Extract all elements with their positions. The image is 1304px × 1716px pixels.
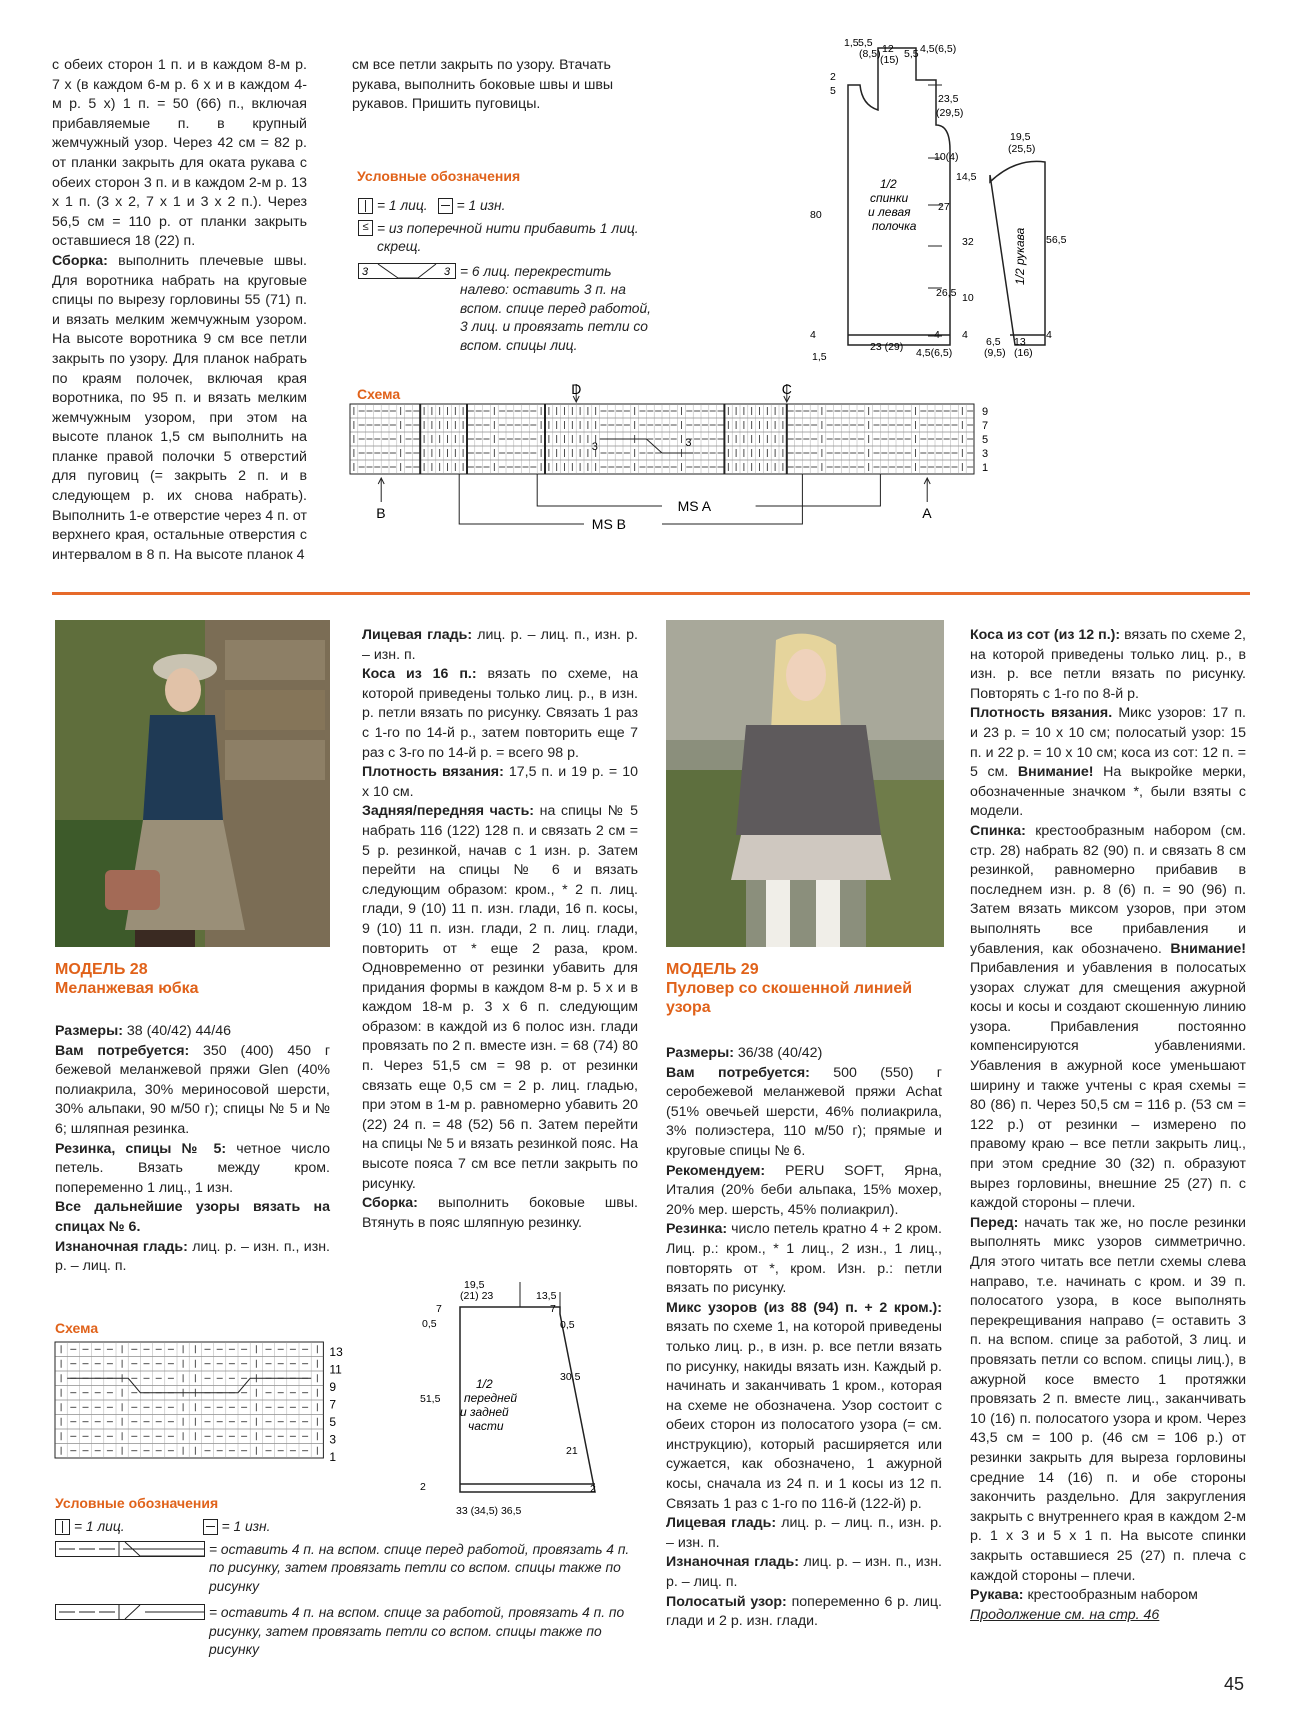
half-back-label-1: 1/2 xyxy=(880,177,897,191)
legend-increase xyxy=(358,220,658,257)
cable-cross-symbol-icon xyxy=(358,263,456,279)
m29-sizes-value: 36/38 (40/42) xyxy=(737,1045,823,1061)
dim-label: 26,5 xyxy=(936,287,957,299)
m29-rec-value: PERU SOFT, Ярна, Италия (20% беби альпака, 15% мохер, 20% мер. шерсть, 45% полиакрил). xyxy=(666,1162,942,1218)
model29-col1-text xyxy=(666,1044,942,1632)
back-front xyxy=(362,802,638,1194)
m29-stripe xyxy=(666,1593,942,1632)
dim-label: 4,5(6,5) xyxy=(916,347,953,359)
marker-d: D xyxy=(571,381,582,397)
legend-bottom-row2 xyxy=(55,1541,655,1597)
m29-sizes-label: Размеры: xyxy=(666,1045,734,1061)
dim-label: (21) 23 xyxy=(460,1290,494,1302)
m29-mix-label: Микс узоров (из 88 (94) п. + 2 кром.): xyxy=(666,1299,942,1316)
m29-purl-label: Изнаночная гладь: xyxy=(666,1554,799,1571)
half-back-label-4: полочка xyxy=(872,219,917,233)
m29-attention-label: Внимание! xyxy=(1017,764,1094,781)
cable-value: вязать по схеме, на которой приведены только лиц. р., в изн. р. петли вязать по рисунку. Связать 1 раз с 1-го по 14-й р., затем повторить еще 7 раз с 3-го по 14-й р. = всего 98 р. xyxy=(362,666,638,761)
legend-knit-text: = 1 лиц. xyxy=(377,198,428,213)
model28-rib xyxy=(55,1140,330,1199)
dim-label: 14,5 xyxy=(956,171,977,183)
assembly-text: выполнить плечевые швы. Для воротника набрать на круговые спицы по вырезу горловины 55 (71) п. и вязать мелким жемчужным узором. На высоте воротника 9 см все петли закрыть по узору. Для планок набрать по краям полочек, включая края воротника, по 95 п. и вязать мелким жемчужным узором, при этом на высоте планок 1,5 см выполнить на планке правой полочки 5 отверстий для пуговиц (= закрыть 2 п. и в следующем р. их снова набрать). Выполнить 1-е отверстие через 4 п. от верхнего края, остальные отверстия с интервалом в 8 п. На высоте планок 4 xyxy=(52,252,307,563)
pattern-back-diagram xyxy=(810,37,1290,390)
m29-cable-value: вязать по схеме 2, на которой приведены только лиц. р., в изн. р. все петли вязать по рисунку. Повторять с 1-го по 8-й р. xyxy=(970,627,1247,702)
purl-label: Изнаночная гладь: xyxy=(55,1238,188,1255)
legend-bottom-title: Условные обозначения xyxy=(55,1495,219,1511)
density-value: 17,5 п. и 19 р. = 10 х 10 см. xyxy=(362,764,638,800)
marker-b: B xyxy=(376,505,386,521)
asm-value: выполнить боковые швы. Втянуть в пояс шляпную резинку. xyxy=(362,1195,638,1231)
model28-purl xyxy=(55,1238,330,1277)
row-number: 3 xyxy=(982,448,989,460)
half-back-label-3: и левая xyxy=(868,205,911,219)
legend-bottom-cable-front: = оставить 4 п. на вспом. спице перед работой, провязать 4 п. по рисунку, затем провязать петли со вспом. спицы также по рисунку xyxy=(209,1541,630,1594)
m29-back-label: Спинка: xyxy=(970,822,1026,839)
row-number: 7 xyxy=(982,420,989,432)
m29-attention2-label: Внимание! xyxy=(1170,940,1246,957)
dim-label: 23,5 xyxy=(938,93,959,105)
dim-label: 10 xyxy=(962,292,974,304)
cable-back-symbol-icon xyxy=(55,1604,205,1620)
model28-photo xyxy=(55,620,330,947)
legend-cross xyxy=(358,263,658,356)
col2-top-text xyxy=(352,56,642,115)
dim-label: 4 xyxy=(962,329,968,341)
m29-density-value: Микс узоров: 17 п. и 23 р. = 10 х 10 см; полосатый узор: 15 п. и 22 р. = 10 х 10 см; коса из сот: 12 п. = 5 см. xyxy=(970,705,1246,781)
model28-title: МОДЕЛЬ 28 xyxy=(55,961,148,978)
face-value: лиц. р. – лиц. п., изн. р. – изн. п. xyxy=(362,627,638,663)
model29-title: МОДЕЛЬ 29 xyxy=(666,961,759,978)
model29-heading xyxy=(666,960,926,1017)
model28-col2-text xyxy=(362,626,638,1233)
model29-subtitle: Пуловер со скошенной линией узора xyxy=(666,980,913,1016)
face-label: Лицевая гладь: xyxy=(362,627,473,643)
skirt-label-3: и задней xyxy=(460,1405,509,1419)
model28-sizes xyxy=(55,1022,330,1042)
legend-knit xyxy=(358,197,658,216)
cable-front-symbol-icon xyxy=(55,1541,205,1557)
m29-attention-value: На выкройке мерки, обозначенные значком *, были взяты с модели. xyxy=(970,764,1246,820)
sizes-value: 38 (40/42) 44/46 xyxy=(126,1023,232,1039)
m29-density xyxy=(970,704,1246,822)
dim-label: 1,5 xyxy=(844,37,859,49)
m29-rib xyxy=(666,1220,942,1298)
marker-c: C xyxy=(781,381,792,397)
dim-label: 0,5 xyxy=(422,1318,437,1330)
increase-symbol-icon: ≤ xyxy=(358,220,373,236)
marker-a: A xyxy=(922,505,932,521)
dim-label: (15) xyxy=(880,54,899,66)
ms-a-bracket xyxy=(756,474,881,506)
schema-top-title: Схема xyxy=(357,386,401,402)
dim-label: 0,5 xyxy=(560,1319,575,1331)
dim-label: 5,5 xyxy=(858,37,873,49)
need-label: Вам потребуется: xyxy=(55,1042,190,1059)
cable-num: 3 xyxy=(591,441,598,454)
m29-back-value: крестообразным набором (см. стр. 28) набрать 82 (90) п. и связать 8 см резинкой, равномерно прибавив в последнем изн. р. 8 (6) п. = 90 (96) п. Затем вязать миксом узоров, при этом выполнять все прибавления и убавления, как обозначено. xyxy=(970,822,1246,957)
m29-stripe-value: попеременно 6 р. лиц. глади и 2 р. изн. глади. xyxy=(666,1593,942,1630)
rib-value: четное число петель. Вязать между кром. попеременно 1 лиц., 1 изн. xyxy=(55,1140,330,1196)
dim-label: 2 xyxy=(420,1481,426,1493)
m29-sizes xyxy=(666,1044,942,1064)
continuation-link[interactable]: Продолжение см. на стр. 46 xyxy=(970,1606,1160,1623)
dim-label: 4 xyxy=(1046,329,1052,341)
row-number: 5 xyxy=(982,434,989,446)
dim-label: 7 xyxy=(436,1303,442,1315)
m29-rib-label: Резинка: xyxy=(666,1221,728,1238)
skirt-label-4: части xyxy=(468,1419,504,1433)
ms-a-label: MS A xyxy=(677,498,712,514)
m29-rec xyxy=(666,1162,942,1221)
legend-top-title: Условные обозначения xyxy=(357,168,521,184)
model28-photo-illustration xyxy=(55,620,330,947)
dim-label: 13,5 xyxy=(536,1290,557,1302)
dim-label: 4 xyxy=(934,329,940,341)
section-divider xyxy=(52,592,1250,595)
m29-mix xyxy=(666,1299,942,1515)
skirt-label-1: 1/2 xyxy=(476,1377,493,1391)
row-number: 1 xyxy=(982,462,989,474)
dim-label: 13 xyxy=(1014,336,1026,348)
schema-bottom-title: Схема xyxy=(55,1320,99,1336)
dim-label: 21 xyxy=(566,1445,578,1457)
row-number: 3 xyxy=(329,1432,337,1447)
m29-rib-value: число петель кратно 4 + 2 кром. Лиц. р.: кром., * 1 лиц., 2 изн., 1 лиц., повторять от *, кром. Изн. р.: петли вязать по рисунку. xyxy=(666,1221,942,1297)
m29-need-value: 500 (550) г серобежевой меланжевой пряжи Achat (51% овечьей шерсти, 46% полиакрила, 3% полиэстера, 110 м/50 г); прямые и круговые спицы № 6. xyxy=(666,1064,942,1159)
dim-label: 10(4) xyxy=(934,151,959,163)
legend-bottom-purl: = 1 изн. xyxy=(221,1519,271,1534)
ms-a-bracket xyxy=(537,474,662,506)
dim-label: 51,5 xyxy=(420,1393,441,1405)
model29-col2-text xyxy=(970,626,1246,1625)
dim-label: (9,5) xyxy=(984,347,1006,359)
cable-num: 3 xyxy=(685,437,692,449)
m29-face-value: лиц. р. – лиц. п., изн. р. – изн. п. xyxy=(666,1515,942,1551)
m29-back xyxy=(970,822,1246,1214)
m29-cable xyxy=(970,626,1246,704)
density-label: Плотность вязания: xyxy=(362,764,504,781)
row-number: 9 xyxy=(329,1380,337,1394)
assembly-label: Сборка: xyxy=(52,252,108,269)
density xyxy=(362,763,638,802)
rib-label: Резинка, спицы № 5: xyxy=(55,1140,227,1157)
m29-sleeve-value: крестообразным набором xyxy=(1027,1587,1198,1604)
legend-bottom xyxy=(55,1518,655,1660)
dim-label: 80 xyxy=(810,209,822,221)
row-number: 9 xyxy=(982,406,989,418)
dim-label: 4,5(6,5) xyxy=(920,43,957,55)
m29-cable-label: Коса из сот (из 12 п.): xyxy=(970,627,1121,643)
sizes-label: Размеры: xyxy=(55,1023,123,1039)
model28-subtitle: Меланжевая юбка xyxy=(55,980,199,997)
knit-symbol-icon xyxy=(358,198,373,214)
face-stitch xyxy=(362,626,638,665)
ms-b-label: MS B xyxy=(591,516,627,532)
need-value: 350 (400) 450 г бежевой меланжевой пряжи Glen (40% полиакрила, 30% мериносовой шерсти, 30% альпаки, 90 м/50 г); спицы № 5 и № 6; шляпная резинка. xyxy=(55,1042,330,1137)
dim-label: 19,5 xyxy=(464,1279,485,1291)
back-value: на спицы № 5 набрать 116 (122) 128 п. и связать 2 см = 5 р. резинкой, начав с 1 изн. р. Затем перейти на спицы № 6 и вязать следующим образом: кром., * 2 п. лиц. глади, 9 (10) 11 п. изн. глади, 16 п. косы, 9 (10) 11 п. изн. глади, 2 п. лиц. глади, повторить от * еще 2 раза, кром. Одновременно от резинки убавить для придания формы в каждом 8-м р. 5 х и в каждом 18-м р. 3 х 6 п. следующим образом: в каждой из 6 полос изн. глади провязать по 2 п. вместе изн. = 68 (74) 80 п. Через 51,5 см = 98 р. от резинки связать еще 0,5 см = 2 р. лиц. гладью, при этом в 1-м р. равномерно убавить 20 (22) 24 п. = 48 (52) 56 п. Затем перейти на спицы № 5 и вязать резинкой пояс. На высоте пояса 7 см все петли закрыть по рисунку. xyxy=(362,803,638,1192)
row-number: 7 xyxy=(329,1397,337,1412)
row-number: 1 xyxy=(329,1450,337,1464)
dim-label: (16) xyxy=(1014,347,1033,359)
schema-bottom-chart xyxy=(55,1340,385,1470)
m29-density-label: Плотность вязания. xyxy=(970,705,1113,722)
m29-stripe-label: Полосатый узор: xyxy=(666,1593,787,1610)
legend-top xyxy=(358,197,658,355)
dim-label: 6,5 xyxy=(986,336,1001,348)
model28-further xyxy=(55,1198,330,1237)
dim-label: 33 (34,5) 36,5 xyxy=(456,1505,522,1517)
legend-bottom-row3 xyxy=(55,1604,655,1660)
m29-attention2-value: Прибавления и убавления в полосатых узорах служат для смещения ажурной косы и косы и создают скошенную линию узора. Прибавления постоянно компенсируются убавлениями. Убавления в ажурной косе уменьшают ширину и также учтены с края схемы = 80 (86) п. Через 50,5 см = 116 р. (53 см = 122 р.) от резинки – измерено по правому краю – все петли закрыть лиц., при этом средние 30 (32) п. образуют вырез горловины, внешние 25 (27) п. с каждой стороны – плечи. xyxy=(970,960,1246,1212)
dim-label: 5 xyxy=(830,85,836,97)
m29-sleeve-label: Рукава: xyxy=(970,1587,1024,1604)
knit-symbol-icon xyxy=(55,1519,70,1535)
m29-front-label: Перед: xyxy=(970,1214,1019,1231)
row-number: 11 xyxy=(329,1362,342,1377)
legend-increase-text: = из поперечной нити прибавить 1 лиц. скрещ. xyxy=(377,220,639,254)
half-back-label-2: спинки xyxy=(870,191,909,205)
dim-label: 19,5 xyxy=(1010,131,1031,143)
purl-value: лиц. р. – изн. п., изн. р. – лиц. п. xyxy=(55,1238,330,1275)
dim-label: 30,5 xyxy=(560,1371,581,1383)
dim-label: 4 xyxy=(810,329,816,341)
dim-label: 2 xyxy=(830,71,836,83)
assembly xyxy=(362,1194,638,1233)
dim-label: 12 xyxy=(882,43,894,55)
dim-label: (29,5) xyxy=(936,107,964,119)
legend-cross-text: = 6 лиц. перекрестить налево: оставить 3 п. на вспом. спице перед работой, 3 лиц. и провязать петли со вспом. спицы лиц. xyxy=(460,263,651,353)
dim-label: 56,5 xyxy=(1046,234,1067,246)
model28-col1-text xyxy=(55,1022,330,1277)
col2-paragraph: см все петли закрыть по узору. Втачать рукава, выполнить боковые швы и швы рукавов. Пришить пуговицы. xyxy=(352,57,614,113)
dim-label: (25,5) xyxy=(1008,143,1036,155)
cross-num-left: 3 xyxy=(362,265,369,278)
model28-heading xyxy=(55,960,199,998)
ms-b-bracket xyxy=(459,474,584,524)
model28-need xyxy=(55,1042,330,1140)
back-label: Задняя/передняя часть: xyxy=(362,803,535,820)
dim-label: 32 xyxy=(962,236,974,248)
m29-rec-label: Рекомендуем: xyxy=(666,1162,766,1179)
model29-photo xyxy=(666,620,944,947)
m29-face xyxy=(666,1514,942,1553)
legend-purl-text: = 1 изн. xyxy=(456,198,506,213)
m29-mix-value: вязать по схеме 1, на которой приведены только лиц. р., в изн. р. все петли вязать по рисунку, накиды вязать изн. Каждый р. начинать и заканчивать 1 кром., которая на схеме не обозначена. Узор состоит с обеих сторон из полосатого узора (= см. инструкцию), который расширяется или сужается, как обозначено, 1 ажурной косы, сначала из 24 п. и 1 косы из 12 п. Связать 1 раз с 1-го по 116-й (122-й) р. xyxy=(666,1319,942,1512)
dim-label: 5,5 xyxy=(904,48,919,60)
dim-label: 7 xyxy=(550,1303,556,1315)
purl-symbol-icon xyxy=(438,198,453,214)
dim-label: 1,5 xyxy=(812,351,827,363)
legend-bottom-cable-back: = оставить 4 п. на вспом. спице за работой, провязать 4 п. по рисунку, затем провязать петли со вспом. спицы также по рисунку xyxy=(209,1605,625,1657)
col1-top-text xyxy=(52,56,307,565)
m29-purl-value: лиц. р. – изн. п., изн. р. – лиц. п. xyxy=(666,1554,942,1591)
row-number: 13 xyxy=(329,1345,343,1359)
asm-label: Сборка: xyxy=(362,1195,418,1212)
schema-top-chart xyxy=(350,382,1070,542)
half-sleeve-label: 1/2 рукава xyxy=(1013,227,1027,285)
cable-16 xyxy=(362,665,638,763)
m29-purl xyxy=(666,1553,942,1592)
col1-paragraph: с обеих сторон 1 п. и в каждом 8-м р. 7 х (в каждом 6-м р. 6 х и в каждом 4-м р. 5 х) 1 п. = 50 (66) п., включая прибавляемые п. в крупный жемчужный узор. Через 42 см = 82 р. от планки закрыть для оката рукава с обеих сторон 3 п. и в каждом 2-м р. 13 х 1 п. (3 х 2, 7 х 1 и 3 х 2 п.). Через 56,5 см = 110 р. от планки закрыть оставшиеся 18 (22) п. xyxy=(52,57,307,250)
m29-continuation xyxy=(970,1606,1246,1626)
dim-label: (8,5) xyxy=(859,48,881,60)
row-number: 5 xyxy=(329,1415,337,1429)
m29-face-label: Лицевая гладь: xyxy=(666,1515,777,1532)
m29-need xyxy=(666,1064,942,1162)
cable-label: Коса из 16 п.: xyxy=(362,666,477,683)
purl-symbol-icon xyxy=(203,1519,218,1535)
further-label: Все дальнейшие узоры вязать на спицах № 6. xyxy=(55,1199,330,1235)
m29-front-value: начать так же, но после резинки выполнять микс узоров симметрично. Для этого читать все петли схемы слева направо, т.е. начинать с кром. и 39 п. полосатого узора, в косе выполнять перекрещивания направо (= оставить 3 п. на вспом. спице за работой, 3 лиц. и провязать петли со вспом. спицы лиц.), в ажурной косе вместо 1 протяжки провязать 2 п. вместе лиц., заканчивать 10 (16) п. полосатого узора и кром. Через 43,5 см = 100 р. (46 см = 106 р.) от резинки закрыть для выреза горловины средние 14 (16) п. и обе стороны закончить раздельно. Для закругления закрыть с внутреннего края в каждом 2-м р. 1 х 3 и 5 х 1 п. На высоте спинки закрыть оставшиеся 25 (27) п. плеча с каждой стороны – плечи. xyxy=(970,1214,1246,1584)
dim-label: 27 xyxy=(938,201,950,213)
model29-photo-illustration xyxy=(666,620,944,947)
legend-bottom-knit: = 1 лиц. xyxy=(74,1519,125,1534)
col1-assembly-paragraph xyxy=(52,252,307,566)
dim-label: 23 (29) xyxy=(870,341,904,353)
m29-front xyxy=(970,1214,1246,1586)
skirt-pattern-diagram xyxy=(420,1279,630,1522)
page-number: 45 xyxy=(1223,1674,1244,1694)
skirt-label-2: передней xyxy=(464,1391,518,1405)
cross-num-right: 3 xyxy=(444,265,451,278)
m29-sleeve xyxy=(970,1586,1246,1606)
dim-label: 2 xyxy=(590,1483,596,1495)
m29-need-label: Вам потребуется: xyxy=(666,1064,810,1081)
